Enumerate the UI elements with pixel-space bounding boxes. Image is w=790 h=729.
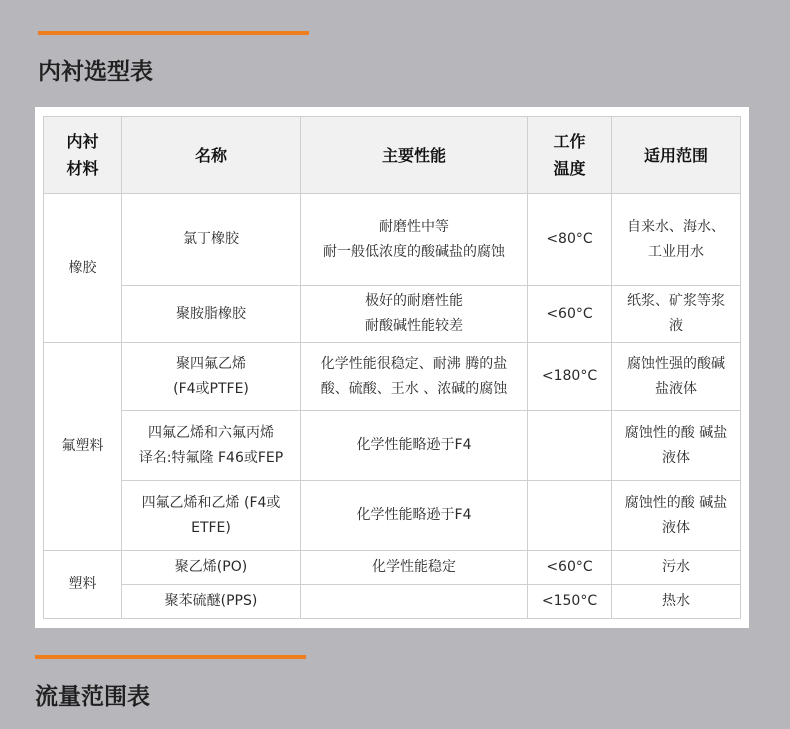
temperature-cell bbox=[528, 411, 612, 481]
lining-table-panel bbox=[35, 107, 749, 628]
temperature-cell: <60°C bbox=[528, 551, 612, 585]
material-cell: 橡胶 bbox=[44, 194, 122, 343]
table-row bbox=[44, 551, 741, 585]
application-cell: 腐蚀性的酸 碱盐 液体 bbox=[612, 411, 741, 481]
name-cell: 四氟乙烯和六氟丙烯 译名:特氟隆 F46或FEP bbox=[122, 411, 301, 481]
name-cell: 氯丁橡胶 bbox=[122, 194, 301, 286]
application-cell: 腐蚀性的酸 碱盐 液体 bbox=[612, 481, 741, 551]
name-cell: 四氟乙烯和乙烯 (F4或 ETFE) bbox=[122, 481, 301, 551]
table-row bbox=[44, 343, 741, 411]
performance-cell: 化学性能稳定 bbox=[301, 551, 528, 585]
application-cell: 热水 bbox=[612, 585, 741, 619]
performance-cell: 化学性能略逊于F4 bbox=[301, 481, 528, 551]
name-cell: 聚四氟乙烯 (F4或PTFE) bbox=[122, 343, 301, 411]
application-cell: 污水 bbox=[612, 551, 741, 585]
table-row bbox=[44, 411, 741, 481]
application-cell: 纸浆、矿浆等浆 液 bbox=[612, 286, 741, 343]
application-cell: 自来水、海水、 工业用水 bbox=[612, 194, 741, 286]
table-row bbox=[44, 194, 741, 286]
temperature-cell bbox=[528, 481, 612, 551]
header-name: 名称 bbox=[122, 117, 301, 194]
header-application: 适用范围 bbox=[612, 117, 741, 194]
name-cell: 聚乙烯(PO) bbox=[122, 551, 301, 585]
table-row bbox=[44, 585, 741, 619]
performance-cell: 耐磨性中等 耐一般低浓度的酸碱盐的腐蚀 bbox=[301, 194, 528, 286]
table-row bbox=[44, 481, 741, 551]
material-cell: 塑料 bbox=[44, 551, 122, 619]
performance-cell: 化学性能略逊于F4 bbox=[301, 411, 528, 481]
temperature-cell: <180°C bbox=[528, 343, 612, 411]
header-performance: 主要性能 bbox=[301, 117, 528, 194]
table-header-row bbox=[44, 117, 741, 194]
material-cell: 氟塑料 bbox=[44, 343, 122, 551]
temperature-cell: <60°C bbox=[528, 286, 612, 343]
section-accent-line bbox=[38, 31, 309, 35]
temperature-cell: <150°C bbox=[528, 585, 612, 619]
table-row bbox=[44, 286, 741, 343]
application-cell: 腐蚀性强的酸碱 盐液体 bbox=[612, 343, 741, 411]
section-accent-line bbox=[35, 655, 306, 659]
temperature-cell: <80°C bbox=[528, 194, 612, 286]
section-title-flow: 流量范围表 bbox=[35, 684, 150, 710]
header-material: 内衬 材料 bbox=[44, 117, 122, 194]
header-temperature: 工作 温度 bbox=[528, 117, 612, 194]
lining-selection-table bbox=[43, 116, 741, 619]
performance-cell: 化学性能很稳定、耐沸 腾的盐 酸、硫酸、王水 、浓碱的腐蚀 bbox=[301, 343, 528, 411]
name-cell: 聚苯硫醚(PPS) bbox=[122, 585, 301, 619]
name-cell: 聚胺脂橡胶 bbox=[122, 286, 301, 343]
section-title-lining: 内衬选型表 bbox=[38, 59, 153, 85]
performance-cell bbox=[301, 585, 528, 619]
performance-cell: 极好的耐磨性能 耐酸碱性能较差 bbox=[301, 286, 528, 343]
